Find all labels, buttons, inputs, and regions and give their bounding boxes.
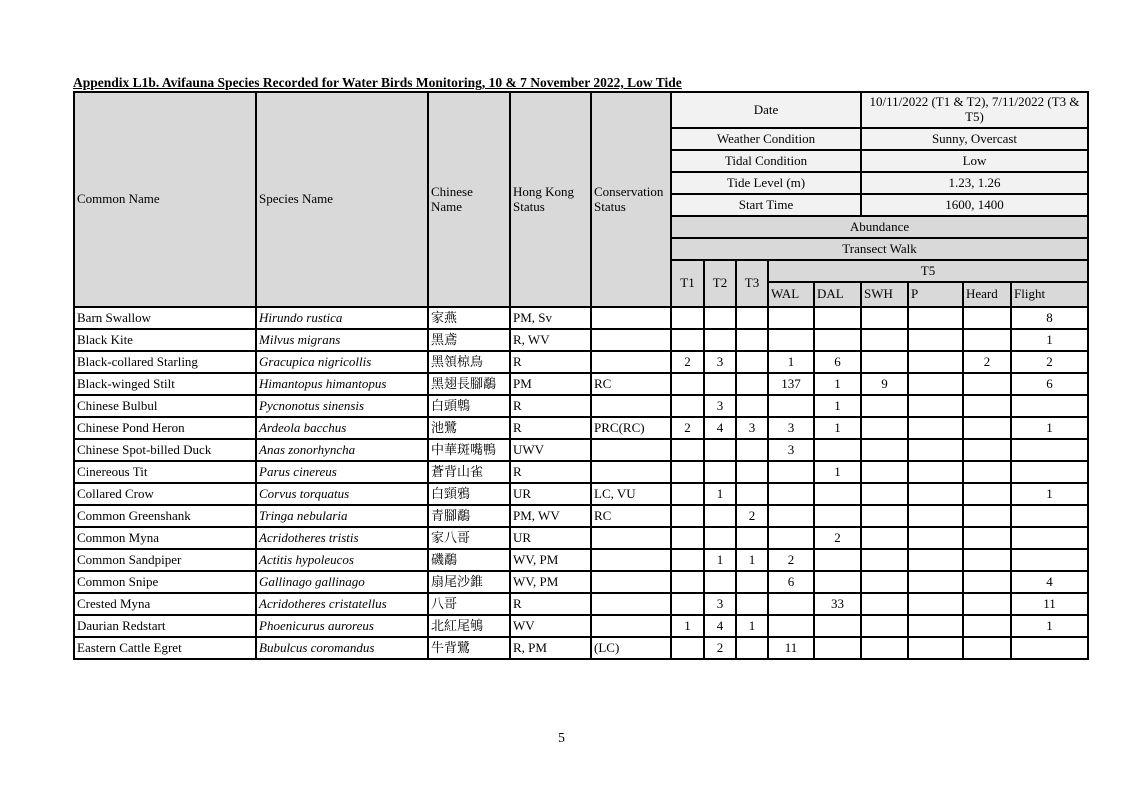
count-cell-t1 [671,527,704,549]
hk-status-cell: R [510,417,591,439]
count-cell-p [908,351,963,373]
header-t2: T2 [704,260,736,307]
count-cell-t2 [704,527,736,549]
table-row [74,571,1088,593]
count-cell-heard [963,373,1011,395]
count-cell-dal: 6 [814,351,861,373]
count-cell-t2 [704,329,736,351]
hk-status-cell: UWV [510,439,591,461]
count-cell-dal [814,329,861,351]
count-cell-wal: 2 [768,549,814,571]
count-cell-heard [963,461,1011,483]
count-cell-wal [768,527,814,549]
count-cell-dal: 1 [814,417,861,439]
count-cell-wal [768,483,814,505]
count-cell-t1 [671,549,704,571]
count-cell-heard [963,593,1011,615]
conservation-status-cell [591,307,671,329]
count-cell-t3: 2 [736,505,768,527]
count-cell-flight: 8 [1011,307,1088,329]
hk-status-cell: PM, Sv [510,307,591,329]
count-cell-swh [861,527,908,549]
count-cell-p [908,461,963,483]
header-heard: Heard [963,282,1011,307]
header-dal: DAL [814,282,861,307]
common-name-cell: Collared Crow [74,483,256,505]
count-cell-swh [861,483,908,505]
info-value-start-time: 1600, 1400 [861,194,1088,216]
hk-status-cell: UR [510,527,591,549]
count-cell-wal [768,395,814,417]
table-row [74,637,1088,659]
count-cell-wal [768,461,814,483]
common-name-cell: Common Snipe [74,571,256,593]
chinese-name-cell: 八哥 [428,593,510,615]
info-label-date: Date [671,92,861,128]
count-cell-dal: 1 [814,373,861,395]
header-transect-walk: Transect Walk [671,238,1088,260]
count-cell-t3 [736,329,768,351]
hk-status-cell: R [510,395,591,417]
species-name-cell: Tringa nebularia [256,505,428,527]
count-cell-t2 [704,505,736,527]
count-cell-swh [861,637,908,659]
count-cell-dal: 33 [814,593,861,615]
count-cell-t2 [704,439,736,461]
conservation-status-cell [591,527,671,549]
count-cell-p [908,483,963,505]
table-row [74,505,1088,527]
chinese-name-cell: 黑翅長腳鷸 [428,373,510,395]
count-cell-p [908,505,963,527]
header-hong-kong-status: Hong Kong Status [510,92,591,307]
count-cell-flight: 1 [1011,615,1088,637]
count-cell-wal: 3 [768,417,814,439]
count-cell-dal: 2 [814,527,861,549]
count-cell-t2: 4 [704,417,736,439]
page-title: Appendix L1b. Avifauna Species Recorded for Water Birds Monitoring, 10 & 7 November 2022, Low Tide [73,75,682,90]
count-cell-p [908,549,963,571]
count-cell-t2: 2 [704,637,736,659]
common-name-cell: Common Sandpiper [74,549,256,571]
count-cell-t3 [736,571,768,593]
hk-status-cell: R, WV [510,329,591,351]
common-name-cell: Barn Swallow [74,307,256,329]
header-t5: T5 [768,260,1088,282]
hk-status-cell: PM, WV [510,505,591,527]
count-cell-t2: 1 [704,549,736,571]
conservation-status-cell [591,593,671,615]
count-cell-heard [963,417,1011,439]
conservation-status-cell: LC, VU [591,483,671,505]
chinese-name-cell: 磯鷸 [428,549,510,571]
hk-status-cell: R [510,461,591,483]
count-cell-heard [963,615,1011,637]
common-name-cell: Chinese Pond Heron [74,417,256,439]
count-cell-dal [814,505,861,527]
count-cell-flight [1011,637,1088,659]
count-cell-t3: 1 [736,615,768,637]
table-row [74,593,1088,615]
count-cell-t2 [704,307,736,329]
common-name-cell: Black Kite [74,329,256,351]
species-table-body [74,307,1088,659]
count-cell-flight [1011,439,1088,461]
count-cell-t1 [671,637,704,659]
header-chinese-name: Chinese Name [428,92,510,307]
count-cell-dal [814,615,861,637]
info-label-start-time: Start Time [671,194,861,216]
count-cell-t2: 4 [704,615,736,637]
count-cell-t3 [736,483,768,505]
common-name-cell: Black-winged Stilt [74,373,256,395]
count-cell-t3 [736,461,768,483]
avifauna-table [73,91,1089,660]
chinese-name-cell: 池鷺 [428,417,510,439]
count-cell-heard [963,395,1011,417]
count-cell-dal [814,571,861,593]
count-cell-t1: 2 [671,417,704,439]
info-value-date: 10/11/2022 (T1 & T2), 7/11/2022 (T3 & T5) [861,92,1088,128]
count-cell-heard [963,549,1011,571]
count-cell-p [908,571,963,593]
count-cell-wal [768,329,814,351]
table-row [74,395,1088,417]
count-cell-wal [768,505,814,527]
species-name-cell: Corvus torquatus [256,483,428,505]
count-cell-t3: 1 [736,549,768,571]
count-cell-heard [963,307,1011,329]
info-label-weather: Weather Condition [671,128,861,150]
species-name-cell: Parus cinereus [256,461,428,483]
species-name-cell: Phoenicurus auroreus [256,615,428,637]
chinese-name-cell: 扇尾沙錐 [428,571,510,593]
conservation-status-cell [591,329,671,351]
species-name-cell: Himantopus himantopus [256,373,428,395]
species-name-cell: Acridotheres tristis [256,527,428,549]
table-row [74,439,1088,461]
info-value-weather: Sunny, Overcast [861,128,1088,150]
count-cell-swh [861,439,908,461]
common-name-cell: Chinese Spot-billed Duck [74,439,256,461]
table-row [74,615,1088,637]
species-name-cell: Hirundo rustica [256,307,428,329]
conservation-status-cell [591,615,671,637]
count-cell-heard [963,329,1011,351]
count-cell-t2 [704,373,736,395]
count-cell-flight: 2 [1011,351,1088,373]
count-cell-wal [768,615,814,637]
count-cell-p [908,395,963,417]
hk-status-cell: WV [510,615,591,637]
header-abundance: Abundance [671,216,1088,238]
table-row [74,351,1088,373]
count-cell-t3 [736,373,768,395]
count-cell-t3 [736,637,768,659]
count-cell-p [908,527,963,549]
count-cell-swh [861,329,908,351]
count-cell-flight: 4 [1011,571,1088,593]
table-row [74,307,1088,329]
header-species-name: Species Name [256,92,428,307]
count-cell-swh [861,351,908,373]
table-row [74,483,1088,505]
count-cell-p [908,329,963,351]
table-row [74,549,1088,571]
species-name-cell: Pycnonotus sinensis [256,395,428,417]
conservation-status-cell [591,351,671,373]
count-cell-flight [1011,395,1088,417]
count-cell-flight [1011,461,1088,483]
count-cell-t2: 3 [704,593,736,615]
count-cell-t1: 1 [671,615,704,637]
chinese-name-cell: 中華斑嘴鴨 [428,439,510,461]
count-cell-t2: 1 [704,483,736,505]
count-cell-t1 [671,439,704,461]
count-cell-t3: 3 [736,417,768,439]
page-number: 5 [558,730,565,745]
hk-status-cell: R [510,351,591,373]
header-swh: SWH [861,282,908,307]
chinese-name-cell: 青腳鷸 [428,505,510,527]
species-name-cell: Gallinago gallinago [256,571,428,593]
count-cell-t2: 3 [704,351,736,373]
hk-status-cell: PM [510,373,591,395]
count-cell-swh [861,615,908,637]
count-cell-t3 [736,439,768,461]
count-cell-swh [861,307,908,329]
info-label-tidal: Tidal Condition [671,150,861,172]
header-wal: WAL [768,282,814,307]
count-cell-wal: 3 [768,439,814,461]
common-name-cell: Common Myna [74,527,256,549]
conservation-status-cell [591,549,671,571]
conservation-status-cell: (LC) [591,637,671,659]
count-cell-t1 [671,307,704,329]
count-cell-t2 [704,461,736,483]
count-cell-swh [861,461,908,483]
count-cell-p [908,637,963,659]
count-cell-wal: 1 [768,351,814,373]
hk-status-cell: R, PM [510,637,591,659]
count-cell-p [908,373,963,395]
table-row [74,417,1088,439]
count-cell-swh [861,395,908,417]
common-name-cell: Cinereous Tit [74,461,256,483]
count-cell-t3 [736,307,768,329]
conservation-status-cell: PRC(RC) [591,417,671,439]
count-cell-t1: 2 [671,351,704,373]
count-cell-t1 [671,395,704,417]
species-name-cell: Anas zonorhyncha [256,439,428,461]
count-cell-t1 [671,373,704,395]
conservation-status-cell [591,461,671,483]
count-cell-swh [861,549,908,571]
common-name-cell: Daurian Redstart [74,615,256,637]
count-cell-p [908,593,963,615]
common-name-cell: Crested Myna [74,593,256,615]
count-cell-heard [963,637,1011,659]
header-p: P [908,282,963,307]
count-cell-dal [814,483,861,505]
count-cell-wal: 11 [768,637,814,659]
chinese-name-cell: 黑領椋鳥 [428,351,510,373]
conservation-status-cell: RC [591,505,671,527]
hk-status-cell: WV, PM [510,571,591,593]
species-name-cell: Actitis hypoleucos [256,549,428,571]
count-cell-p [908,615,963,637]
table-row [74,373,1088,395]
count-cell-t1 [671,593,704,615]
count-cell-dal [814,307,861,329]
header-common-name: Common Name [74,92,256,307]
species-name-cell: Acridotheres cristatellus [256,593,428,615]
count-cell-heard [963,439,1011,461]
count-cell-t2 [704,571,736,593]
count-cell-swh: 9 [861,373,908,395]
species-name-cell: Ardeola bacchus [256,417,428,439]
count-cell-t3 [736,527,768,549]
count-cell-dal [814,439,861,461]
conservation-status-cell [591,571,671,593]
count-cell-t1 [671,329,704,351]
count-cell-dal: 1 [814,395,861,417]
count-cell-t3 [736,395,768,417]
table-header [74,92,1088,307]
chinese-name-cell: 白頭鵯 [428,395,510,417]
count-cell-dal [814,637,861,659]
common-name-cell: Black-collared Starling [74,351,256,373]
conservation-status-cell: RC [591,373,671,395]
count-cell-heard [963,571,1011,593]
count-cell-t3 [736,593,768,615]
conservation-status-cell [591,439,671,461]
header-conservation-status: Conservation Status [591,92,671,307]
count-cell-flight: 1 [1011,329,1088,351]
header-t3: T3 [736,260,768,307]
chinese-name-cell: 北紅尾鴝 [428,615,510,637]
hk-status-cell: R [510,593,591,615]
count-cell-swh [861,593,908,615]
count-cell-p [908,307,963,329]
chinese-name-cell: 家燕 [428,307,510,329]
count-cell-swh [861,417,908,439]
count-cell-flight [1011,505,1088,527]
common-name-cell: Common Greenshank [74,505,256,527]
header-t1: T1 [671,260,704,307]
conservation-status-cell [591,395,671,417]
count-cell-flight: 6 [1011,373,1088,395]
count-cell-wal: 137 [768,373,814,395]
info-value-tidal: Low [861,150,1088,172]
hk-status-cell: UR [510,483,591,505]
count-cell-heard [963,527,1011,549]
chinese-name-cell: 蒼背山雀 [428,461,510,483]
table-row [74,527,1088,549]
table-row [74,329,1088,351]
common-name-cell: Chinese Bulbul [74,395,256,417]
species-name-cell: Gracupica nigricollis [256,351,428,373]
common-name-cell: Eastern Cattle Egret [74,637,256,659]
chinese-name-cell: 家八哥 [428,527,510,549]
count-cell-flight [1011,549,1088,571]
count-cell-heard [963,505,1011,527]
chinese-name-cell: 白頸鴉 [428,483,510,505]
count-cell-dal: 1 [814,461,861,483]
table-row [74,461,1088,483]
count-cell-heard: 2 [963,351,1011,373]
chinese-name-cell: 黑鳶 [428,329,510,351]
count-cell-p [908,439,963,461]
count-cell-flight [1011,527,1088,549]
header-flight: Flight [1011,282,1088,307]
count-cell-flight: 11 [1011,593,1088,615]
count-cell-heard [963,483,1011,505]
count-cell-swh [861,571,908,593]
count-cell-flight: 1 [1011,417,1088,439]
count-cell-t1 [671,483,704,505]
count-cell-dal [814,549,861,571]
count-cell-t2: 3 [704,395,736,417]
count-cell-t1 [671,571,704,593]
species-name-cell: Milvus migrans [256,329,428,351]
count-cell-wal: 6 [768,571,814,593]
count-cell-t1 [671,505,704,527]
count-cell-wal [768,307,814,329]
count-cell-flight: 1 [1011,483,1088,505]
count-cell-wal [768,593,814,615]
count-cell-swh [861,505,908,527]
hk-status-cell: WV, PM [510,549,591,571]
species-name-cell: Bubulcus coromandus [256,637,428,659]
info-label-tide-level: Tide Level (m) [671,172,861,194]
info-value-tide-level: 1.23, 1.26 [861,172,1088,194]
count-cell-t3 [736,351,768,373]
count-cell-p [908,417,963,439]
chinese-name-cell: 牛背鷺 [428,637,510,659]
count-cell-t1 [671,461,704,483]
